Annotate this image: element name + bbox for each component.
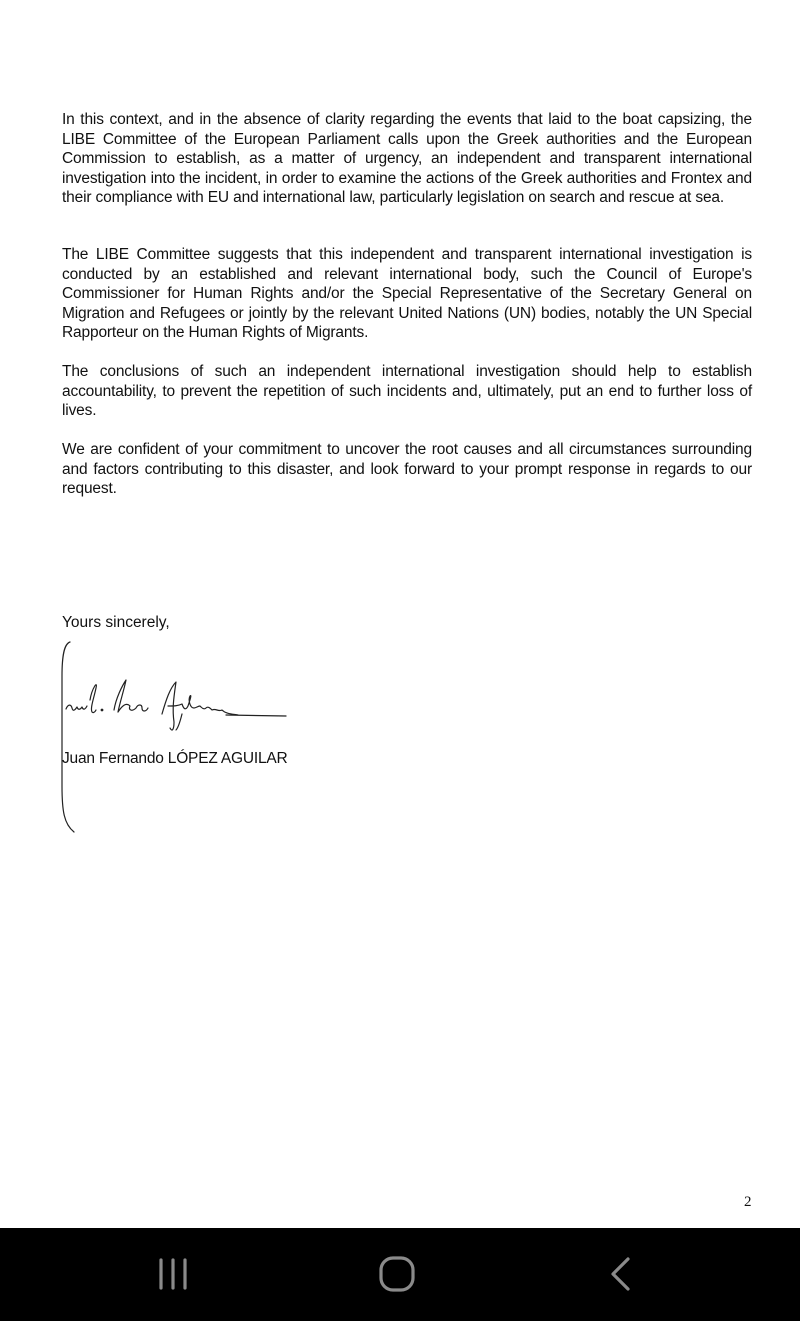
home-icon[interactable] — [367, 1244, 427, 1304]
paragraph-3: The conclusions of such an independent international investigation should help to establish accountability, to prevent the repetition of such incidents and, ultimately, put an end to further loss of lives. — [62, 363, 752, 419]
handwritten-signature — [56, 636, 296, 836]
paragraph-2: The LIBE Committee suggests that this independent and transparent international investigation is conducted by an established and relevant international body, such the Council of Europe's Commissioner for Human Rights and/or the Special Representative of the Secretary General on Migration and Refugees or jointly by the relevant United Nations (UN) bodies, notably the UN Special Rapporteur on the Human Rights of Migrants. — [62, 246, 752, 341]
navigation-bar — [0, 1228, 800, 1321]
page-number: 2 — [744, 1194, 752, 1210]
recent-apps-icon[interactable] — [143, 1244, 203, 1304]
closing-salutation: Yours sincerely, — [62, 614, 170, 631]
signer-name: Juan Fernando LÓPEZ AGUILAR — [62, 750, 288, 767]
back-icon[interactable] — [592, 1244, 652, 1304]
paragraph-4: We are confident of your commitment to uncover the root causes and all circumstances surrounding and factors contributing to this disaster, and look forward to your prompt response in regards to our request. — [62, 441, 752, 497]
paragraph-1: In this context, and in the absence of clarity regarding the events that laid to the boat capsizing, the LIBE Committee of the European Parliament calls upon the Greek authorities and the European Commission to establish, as a matter of urgency, an independent and transparent international investigation into the incident, in order to examine the actions of the Greek authorities and Frontex and their compliance with EU and international law, particularly legislation on search and rescue at sea. — [62, 111, 752, 206]
